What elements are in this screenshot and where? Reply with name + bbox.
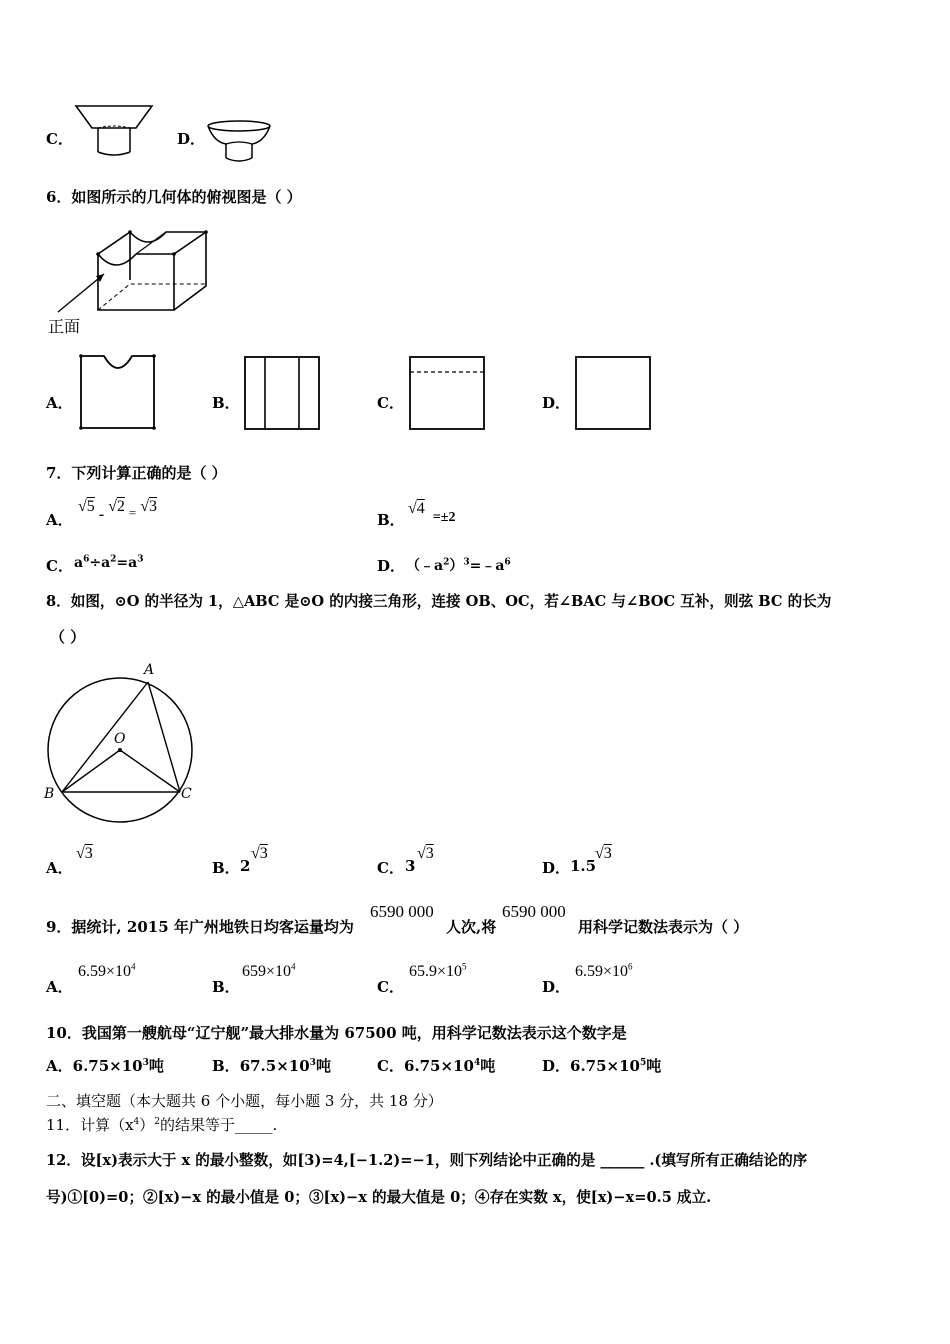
q7-c-exp-2: 2 bbox=[110, 554, 117, 565]
q8-point-o: O bbox=[114, 731, 126, 747]
q10-a-label: A． bbox=[46, 1057, 73, 1075]
q10-option-d bbox=[542, 1055, 661, 1076]
q8-stem-line-2: （ ） bbox=[50, 628, 86, 646]
q7-option-c-expr bbox=[74, 555, 144, 571]
q10-c-mantissa: 6.75×10 bbox=[403, 1057, 474, 1075]
q11-mid: ） bbox=[139, 1116, 155, 1134]
q7-d-part-3: =﹣a bbox=[469, 558, 505, 574]
section-2-title: 二、填空题（本大题共 6 个小题，每小题 3 分，共 18 分） bbox=[46, 1092, 443, 1110]
q8-option-c-label: C． bbox=[377, 859, 404, 877]
q7-c-exp-3: 3 bbox=[137, 554, 144, 565]
q7-option-d-label: D． bbox=[377, 557, 406, 575]
q9-option-c-label: C． bbox=[377, 978, 404, 996]
q10-b-exponent: 3 bbox=[309, 1058, 316, 1068]
q12-stem-line-1: 12．设[x)表示大于 x 的最小整数，如[3)=4,[−1.2)=−1，则下列结论中正确的是 ______ .(填写所有正确结论的序 bbox=[46, 1152, 808, 1169]
q9-option-b-label: B． bbox=[212, 978, 240, 996]
q6-option-c-figure bbox=[409, 356, 487, 432]
sqrt-symbol-icon: √ bbox=[408, 500, 417, 517]
q9-option-c-expr bbox=[409, 963, 467, 981]
q9-number-2: 6590 000 bbox=[502, 902, 566, 921]
q7-option-d-expr bbox=[406, 555, 511, 575]
q6-option-a-figure bbox=[80, 354, 156, 432]
q7-d-part-2: ） bbox=[449, 558, 464, 574]
q7-option-b-label: B． bbox=[377, 511, 405, 529]
q8-point-c: C bbox=[181, 786, 192, 802]
q5-option-d-label: D． bbox=[177, 130, 206, 148]
q9-stem-mid: 人次,将 bbox=[446, 918, 497, 936]
q11-exp-2: 2 bbox=[154, 1117, 161, 1127]
q7-b-rest: =±2 bbox=[432, 510, 456, 525]
q6-option-b-figure bbox=[244, 356, 322, 432]
q8-option-c-expr bbox=[417, 845, 434, 863]
q10-d-exponent: 5 bbox=[640, 1058, 647, 1068]
q9-option-a-label: A． bbox=[46, 978, 73, 996]
q9-d-exponent: 6 bbox=[628, 961, 633, 972]
q10-a-exponent: 3 bbox=[142, 1058, 149, 1068]
q8-option-b-coef: 2 bbox=[240, 857, 251, 875]
q7-c-exp-1: 6 bbox=[83, 554, 90, 565]
q5-option-d-figure bbox=[204, 118, 274, 166]
q6-option-d-figure bbox=[575, 356, 653, 432]
sqrt-symbol-icon: √ bbox=[251, 845, 260, 862]
q9-stem-pre: 9．据统计, 2015 年广州地铁日均客运量均为 bbox=[46, 918, 354, 936]
q7-option-a-expr bbox=[78, 498, 158, 523]
q5-option-c-figure bbox=[72, 102, 162, 162]
q9-a-mantissa: 6.59×10 bbox=[78, 963, 132, 980]
q10-option-a bbox=[46, 1055, 164, 1076]
q11-exp-1: 4 bbox=[133, 1117, 140, 1127]
q6-option-b-label: B． bbox=[212, 394, 240, 412]
q9-option-d-expr bbox=[575, 963, 633, 981]
q10-d-mantissa: 6.75×10 bbox=[570, 1057, 640, 1075]
q7-option-c-label: C． bbox=[46, 557, 73, 575]
q10-c-exponent: 4 bbox=[473, 1058, 481, 1068]
q7-d-exp-2: 3 bbox=[463, 557, 470, 568]
q10-c-unit: 吨 bbox=[480, 1057, 496, 1075]
sqrt-symbol-icon: √ bbox=[108, 498, 117, 515]
q10-a-mantissa: 6.75×10 bbox=[72, 1057, 143, 1075]
q9-number-1: 6590 000 bbox=[370, 902, 434, 921]
q11-post: 的结果等于_____. bbox=[160, 1116, 278, 1134]
q8-d-radicand: 3 bbox=[603, 845, 612, 862]
q7-c-div: ÷a bbox=[89, 555, 111, 571]
q7-c-base: a bbox=[74, 555, 84, 571]
q6-option-d-label: D． bbox=[542, 394, 571, 412]
q7-c-eq: =a bbox=[116, 555, 138, 571]
sqrt-symbol-icon: √ bbox=[140, 498, 150, 515]
q6-front-label: 正面 bbox=[48, 317, 81, 336]
q6-option-a-label: A． bbox=[46, 394, 73, 412]
q8-b-radicand: 3 bbox=[259, 845, 268, 862]
q9-stem-post: 用科学记数法表示为（ ） bbox=[578, 918, 749, 936]
q7-option-b-expr bbox=[408, 500, 456, 525]
q10-d-label: D． bbox=[542, 1057, 571, 1075]
q8-point-b: B bbox=[44, 786, 55, 802]
q11-stem bbox=[46, 1114, 277, 1135]
q9-option-d-label: D． bbox=[542, 978, 571, 996]
q9-b-mantissa: 659×10 bbox=[242, 963, 292, 980]
q8-stem-line-1: 8．如图，⊙O 的半径为 1，△ABC 是⊙O 的内接三角形，连接 OB、OC，若∠BAC 与∠BOC 互补，则弦 BC 的长为 bbox=[46, 593, 832, 610]
q7-b-radicand: 4 bbox=[416, 500, 425, 517]
q10-stem: 10．我国第一艘航母“辽宁舰”最大排水量为 67500 吨，用科学记数法表示这个数字是 bbox=[46, 1024, 627, 1042]
q8-option-d-expr bbox=[595, 845, 612, 863]
sqrt-symbol-icon: √ bbox=[595, 845, 604, 862]
q7-a-radicand-2: 2 bbox=[116, 498, 125, 515]
q8-point-a: A bbox=[144, 662, 155, 678]
q7-a-minus: - bbox=[98, 506, 105, 523]
q8-option-b-expr bbox=[251, 845, 268, 863]
q9-c-mantissa: 65.9×10 bbox=[409, 963, 463, 980]
q10-d-unit: 吨 bbox=[646, 1057, 662, 1075]
q8-option-d-label: D． bbox=[542, 859, 571, 877]
q10-option-c bbox=[377, 1055, 495, 1076]
q10-a-unit: 吨 bbox=[148, 1057, 164, 1075]
q8-a-radicand: 3 bbox=[84, 845, 93, 862]
q10-option-b bbox=[212, 1055, 331, 1076]
q5-option-c-label: C． bbox=[46, 130, 73, 148]
q11-pre: 11．计算（x bbox=[46, 1116, 134, 1134]
q8-option-b-label: B． bbox=[212, 859, 240, 877]
q7-a-equals: = bbox=[128, 505, 137, 520]
q12-stem-line-2: 号)①[0)=0；②[x)−x 的最小值是 0；③[x)−x 的最大值是 0；④存在实数 x，使[x)−x=0.5 成立. bbox=[46, 1189, 712, 1206]
q7-stem: 7．下列计算正确的是（ ） bbox=[46, 464, 227, 482]
q7-option-a-label: A． bbox=[46, 511, 73, 529]
q10-b-unit: 吨 bbox=[315, 1057, 331, 1075]
q9-a-exponent: 4 bbox=[131, 961, 136, 972]
q7-a-radicand-3: 3 bbox=[149, 498, 158, 515]
q8-option-a-expr bbox=[76, 845, 93, 863]
sqrt-symbol-icon: √ bbox=[78, 498, 87, 515]
q8-c-radicand: 3 bbox=[425, 845, 434, 862]
q8-option-d-coef: 1.5 bbox=[570, 857, 597, 875]
q10-c-label: C． bbox=[377, 1057, 404, 1075]
q9-d-mantissa: 6.59×10 bbox=[575, 963, 629, 980]
q6-solid-figure bbox=[46, 224, 216, 314]
q8-option-a-label: A． bbox=[46, 859, 73, 877]
q8-option-c-coef: 3 bbox=[405, 857, 416, 875]
q7-d-exp-3: 6 bbox=[504, 557, 511, 568]
q9-b-exponent: 4 bbox=[291, 961, 296, 972]
sqrt-symbol-icon: √ bbox=[417, 845, 426, 862]
q10-b-mantissa: 67.5×10 bbox=[239, 1057, 310, 1075]
q7-d-exp-1: 2 bbox=[443, 557, 450, 568]
q9-option-a-expr bbox=[78, 963, 136, 981]
q9-c-exponent: 5 bbox=[462, 961, 467, 972]
q6-option-c-label: C． bbox=[377, 394, 404, 412]
q6-stem: 6．如图所示的几何体的俯视图是（ ） bbox=[46, 188, 302, 206]
q7-d-part-1: （﹣a bbox=[406, 558, 444, 574]
q9-option-b-expr bbox=[242, 963, 296, 981]
sqrt-symbol-icon: √ bbox=[76, 845, 85, 862]
q10-b-label: B． bbox=[212, 1057, 240, 1075]
q7-a-radicand-1: 5 bbox=[86, 498, 95, 515]
